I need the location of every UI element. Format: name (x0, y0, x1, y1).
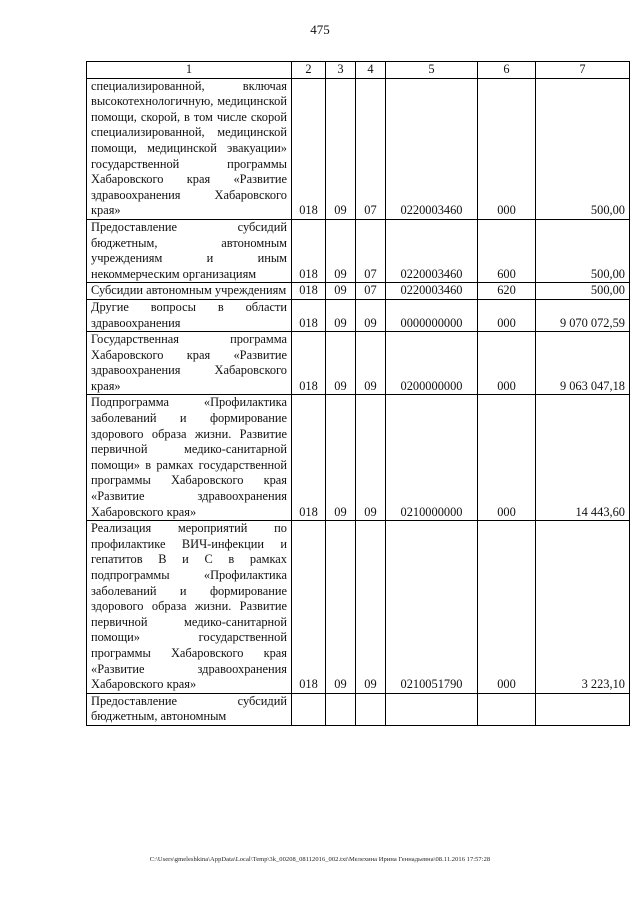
cell-subsection: 09 (356, 332, 386, 395)
table-row (87, 395, 630, 521)
cell-section (326, 693, 356, 725)
cell-amount (536, 693, 630, 725)
cell-ministry: 018 (292, 521, 326, 694)
cell-section: 09 (326, 219, 356, 282)
cell-expense-type: 000 (478, 395, 536, 521)
table-row (87, 283, 630, 300)
cell-amount: 9 063 047,18 (536, 332, 630, 395)
cell-target-article: 0220003460 (386, 283, 478, 300)
cell-target-article: 0210051790 (386, 521, 478, 694)
cell-target-article: 0000000000 (386, 299, 478, 331)
row-name: Реализация мероприятий по профилактике ВИЧ-инфекции и гепатитов В и С в рамках подпрограммы «Профилактика заболеваний и формирование здорового образа жизни. Развитие первичной медико-санитарной помощи» государственной программы Хабаровского края «Развитие здравоохранения Хабаровского края» (87, 521, 292, 694)
header-cell: 3 (326, 62, 356, 79)
cell-ministry: 018 (292, 283, 326, 300)
cell-subsection (356, 693, 386, 725)
cell-ministry (292, 693, 326, 725)
cell-target-article: 0200000000 (386, 332, 478, 395)
row-name: Предоставление субсидий бюджетным, автономным (87, 693, 292, 725)
cell-subsection: 07 (356, 78, 386, 219)
cell-expense-type (478, 693, 536, 725)
cell-section: 09 (326, 395, 356, 521)
cell-amount: 500,00 (536, 283, 630, 300)
cell-amount: 9 070 072,59 (536, 299, 630, 331)
header-cell: 6 (478, 62, 536, 79)
cell-section: 09 (326, 283, 356, 300)
cell-subsection: 07 (356, 283, 386, 300)
cell-expense-type: 000 (478, 521, 536, 694)
budget-table (86, 61, 630, 726)
page-number: 475 (310, 22, 330, 37)
cell-expense-type: 600 (478, 219, 536, 282)
table-row (87, 219, 630, 282)
cell-target-article: 0220003460 (386, 78, 478, 219)
cell-target-article: 0220003460 (386, 219, 478, 282)
cell-ministry: 018 (292, 332, 326, 395)
cell-ministry: 018 (292, 299, 326, 331)
cell-ministry: 018 (292, 78, 326, 219)
row-name: Предоставление субсидий бюджетным, автономным учреждениям и иным некоммерческим организациям (87, 219, 292, 282)
cell-amount: 500,00 (536, 78, 630, 219)
cell-ministry: 018 (292, 395, 326, 521)
cell-subsection: 09 (356, 521, 386, 694)
header-cell: 4 (356, 62, 386, 79)
cell-section: 09 (326, 332, 356, 395)
row-name: Субсидии автономным учреждениям (87, 283, 292, 300)
table-row (87, 521, 630, 694)
table-row (87, 299, 630, 331)
cell-expense-type: 000 (478, 332, 536, 395)
table-row (87, 693, 630, 725)
row-name: Другие вопросы в области здравоохранения (87, 299, 292, 331)
header-cell: 7 (536, 62, 630, 79)
cell-target-article (386, 693, 478, 725)
header-cell: 1 (87, 62, 292, 79)
table-row (87, 332, 630, 395)
header-row (87, 62, 630, 79)
cell-target-article: 0210000000 (386, 395, 478, 521)
cell-expense-type: 620 (478, 283, 536, 300)
cell-subsection: 09 (356, 395, 386, 521)
cell-amount: 3 223,10 (536, 521, 630, 694)
table-row (87, 78, 630, 219)
cell-ministry: 018 (292, 219, 326, 282)
cell-amount: 14 443,60 (536, 395, 630, 521)
header-cell: 5 (386, 62, 478, 79)
cell-amount: 500,00 (536, 219, 630, 282)
row-name: Подпрограмма «Профилактика заболеваний и формирование здорового образа жизни. Развитие первичной медико-санитарной помощи» в рамках государственной программы Хабаровского края «Развитие здравоохранения Хабаровского края» (87, 395, 292, 521)
cell-subsection: 09 (356, 299, 386, 331)
row-name: специализированной, включая высокотехнологичную, медицинской помощи, скорой, в том числе скорой специализированной, медицинской помощи, медицинской эвакуации» государственной программы Хабаровского края «Развитие здравоохранения Хабаровского края» (87, 78, 292, 219)
cell-section: 09 (326, 299, 356, 331)
file-path-footer: C:\Users\gmeleshkina\AppData\Local\Temp\3k_00208_08112016_002.txt\Мелехина Ирина Геннадьевна\08.11.2016 17:57:28 (149, 856, 491, 863)
cell-section: 09 (326, 78, 356, 219)
cell-section: 09 (326, 521, 356, 694)
row-name: Государственная программа Хабаровского края «Развитие здравоохранения Хабаровского края» (87, 332, 292, 395)
header-cell: 2 (292, 62, 326, 79)
cell-expense-type: 000 (478, 299, 536, 331)
cell-expense-type: 000 (478, 78, 536, 219)
cell-subsection: 07 (356, 219, 386, 282)
